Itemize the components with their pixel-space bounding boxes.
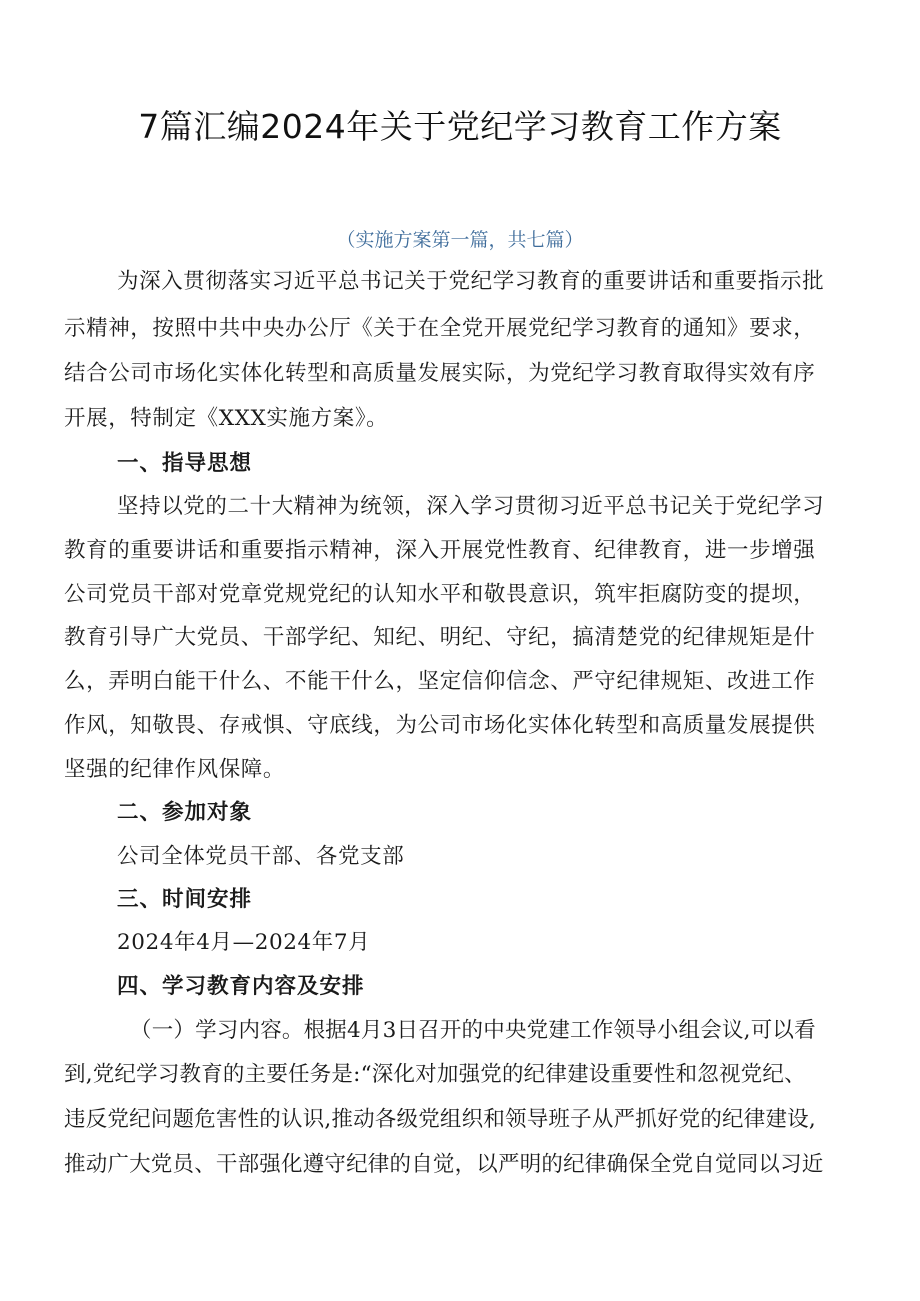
section1-line: 坚强的纪律作风保障。 <box>64 757 286 782</box>
intro-line: 结合公司市场化实体化转型和高质量发展实际，为党纪学习教育取得实效有序 <box>64 361 816 386</box>
section1-line: 公司党员干部对党章党规党纪的认知水平和敬畏意识，筑牢拒腐防变的提坝， <box>64 582 816 607</box>
section1-line: 坚持以党的二十大精神为统领，深入学习贯彻习近平总书记关于党纪学习 <box>117 494 825 519</box>
section1-line: 教育引导广大党员、干部学纪、知纪、明纪、守纪，搞清楚党的纪律规矩是什 <box>64 625 816 650</box>
document-subtitle: （实施方案第一篇，共七篇） <box>336 229 584 251</box>
section4-line: 到,党纪学习教育的主要任务是:“深化对加强党的纪律建设重要性和忽视党纪、 <box>64 1062 806 1087</box>
section-heading-participants: 二、参加对象 <box>117 800 253 825</box>
section1-line: 么，弄明白能干什么、不能干什么，坚定信仰信念、严守纪律规矩、改进工作 <box>64 669 816 694</box>
section4-line: （一）学习内容。根据4月3日召开的中央党建工作领导小组会议,可以看 <box>130 1018 816 1043</box>
section1-line: 作风，知敬畏、存戒惧、守底线，为公司市场化实体化转型和高质量发展提供 <box>64 713 816 738</box>
document-title: 7篇汇编2024年关于党纪学习教育工作方案 <box>138 107 782 146</box>
section4-line: 推动广大党员、干部强化遵守纪律的自觉，以严明的纪律确保全党自觉同以习近 <box>64 1152 824 1177</box>
intro-line: 为深入贯彻落实习近平总书记关于党纪学习教育的重要讲话和重要指示批 <box>117 269 825 294</box>
section-heading-guiding-thought: 一、指导思想 <box>117 451 253 476</box>
intro-line: 开展，特制定《XXX实施方案》。 <box>64 406 389 431</box>
section4-line: 违反党纪问题危害性的认识,推动各级党组织和领导班子从严抓好党的纪律建设, <box>64 1107 816 1132</box>
section3-text: 2024年4月—2024年7月 <box>117 930 371 955</box>
section-heading-schedule: 三、时间安排 <box>117 887 253 912</box>
section-heading-content: 四、学习教育内容及安排 <box>117 974 365 999</box>
section2-text: 公司全体党员干部、各党支部 <box>117 844 405 869</box>
intro-line: 示精神，按照中共中央办公厅《关于在全党开展党纪学习教育的通知》要求， <box>64 316 816 341</box>
section1-line: 教育的重要讲话和重要指示精神，深入开展党性教育、纪律教育，进一步增强 <box>64 538 816 563</box>
